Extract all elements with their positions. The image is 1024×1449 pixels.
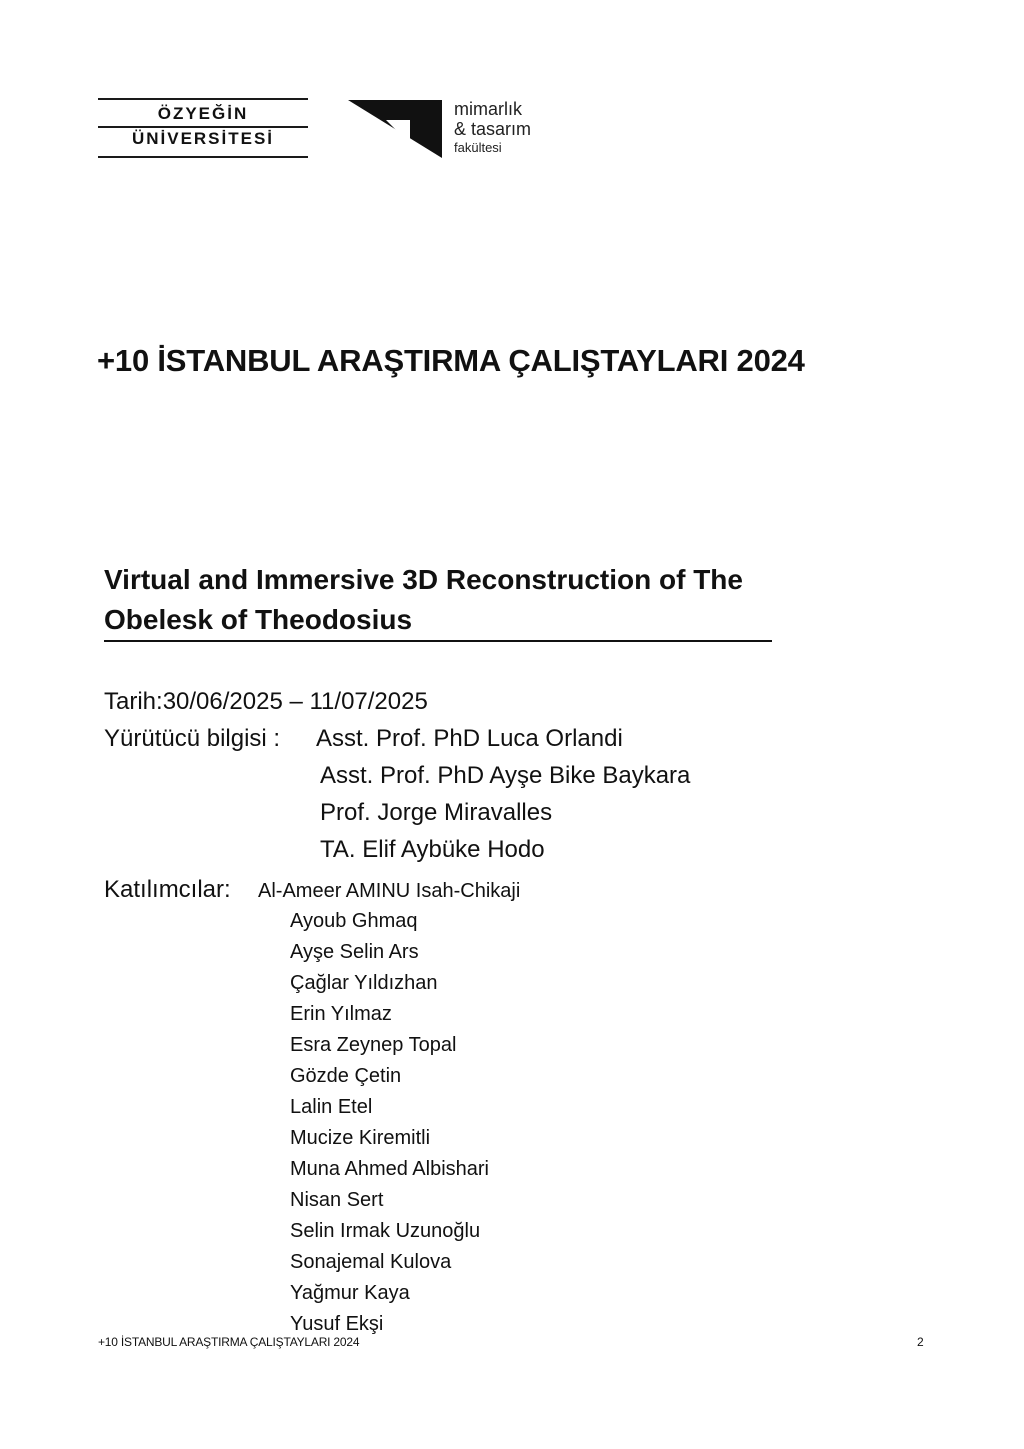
participant-name: Ayoub Ghmaq — [290, 910, 418, 932]
participant-name: Sonajemal Kulova — [290, 1251, 452, 1273]
participant-name: Selin Irmak Uzunoğlu — [290, 1220, 481, 1242]
ozyegin-universitesi-logo — [98, 98, 308, 160]
participant-name: Esra Zeynep Topal — [290, 1034, 457, 1056]
lead-name: Asst. Prof. PhD Ayşe Bike Baykara — [320, 762, 691, 789]
faculty-logo-line-1: mimarlık — [454, 99, 522, 119]
logo-rule-bottom — [98, 156, 308, 158]
project-title — [104, 560, 864, 642]
page-number: 2 — [917, 1335, 924, 1349]
logo-rule-middle — [98, 126, 308, 128]
faculty-logo-line-2: & tasarım — [454, 119, 532, 139]
lead-name: TA. Elif Aybüke Hodo — [320, 836, 545, 863]
participants-label: Katılımcılar: — [104, 876, 231, 903]
mimarlik-tasarim-fakultesi-logo — [346, 98, 576, 162]
participant-name: Gözde Çetin — [290, 1065, 402, 1087]
logo-line-2: ÜNİVERSİTESİ — [131, 129, 275, 148]
footer-text: +10 İSTANBUL ARAŞTIRMA ÇALIŞTAYLARI 2024 — [98, 1335, 360, 1349]
logo-line-1: ÖZYEĞİN — [157, 104, 249, 123]
participant-name: Nisan Sert — [290, 1189, 384, 1211]
date-range: Tarih:30/06/2025 – 11/07/2025 — [104, 688, 428, 715]
logo-rule-top — [98, 98, 308, 100]
participant-name: Çağlar Yıldızhan — [290, 972, 438, 994]
project-title-line-2: Obelesk of Theodosius — [104, 600, 772, 642]
participant-name: Muna Ahmed Albishari — [290, 1158, 490, 1180]
participant-name: Yağmur Kaya — [290, 1282, 410, 1304]
lead-name: Asst. Prof. PhD Luca Orlandi — [316, 725, 623, 752]
participant-name: Ayşe Selin Ars — [290, 941, 419, 963]
project-title-line-1: Virtual and Immersive 3D Reconstruction of The — [104, 564, 743, 595]
participant-name: Erin Yılmaz — [290, 1003, 392, 1025]
participant-name: Lalin Etel — [290, 1096, 373, 1118]
participant-name: Al-Ameer AMINU Isah-Chikaji — [258, 880, 521, 902]
participant-name: Mucize Kiremitli — [290, 1127, 431, 1149]
faculty-logo-line-3: fakültesi — [454, 140, 502, 155]
lead-name: Prof. Jorge Miravalles — [320, 799, 553, 826]
leads-label: Yürütücü bilgisi : — [104, 725, 281, 752]
page-heading: +10 İSTANBUL ARAŞTIRMA ÇALIŞTAYLARI 2024 — [97, 343, 805, 378]
faculty-mark-icon — [346, 98, 446, 160]
participant-name: Yusuf Ekşi — [290, 1313, 384, 1335]
